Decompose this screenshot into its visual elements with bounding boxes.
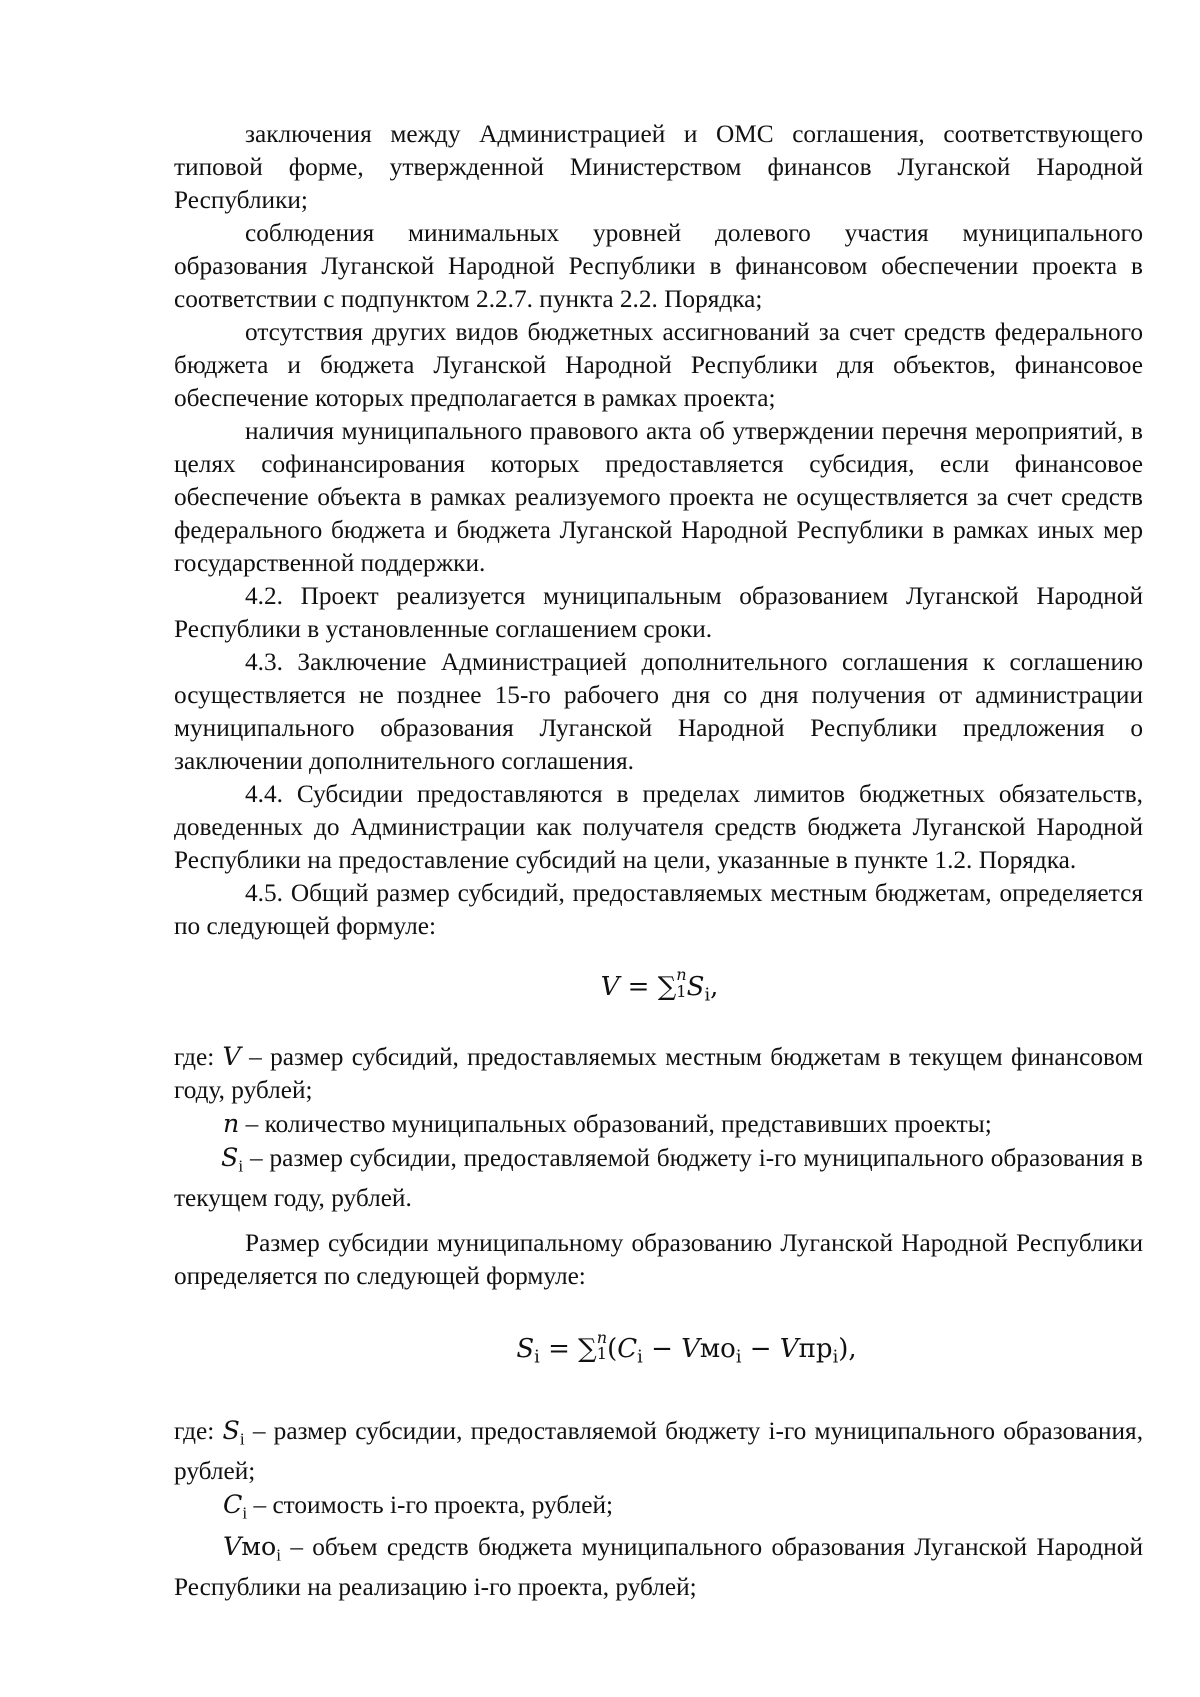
definition-si-2: где: $S_i$ – размер субсидии, предоставляемой бюджету i-го муниципального образования, рублей;: [174, 1415, 1144, 1486]
paragraph-4-5: 4.5. Общий размер субсидий, предоставляемых местным бюджетам, определяется по следующей формуле:: [174, 879, 1143, 940]
paragraph-municipal-act: наличия муниципального правового акта об утверждении перечня мероприятий, в целях софинансирования которых предоставляется субсидия, если финансовое обеспечение объекта в рамках реализуемого проекта не осуществляется за счет средств федерального бюджета и бюджета Луганской Народной Республики в рамках иных мер государственной поддержки.: [174, 417, 1143, 577]
paragraph-cofinancing-levels: соблюдения минимальных уровней долевого участия муниципального образования Луганской Народной Республики в финансовом обеспечении проекта в соответствии с подпунктом 2.2.7. пункта 2.2. Порядка;: [174, 219, 1143, 313]
paragraph-agreement: заключения между Администрацией и ОМС соглашения, соответствующего типовой форме, утвержденной Министерством финансов Луганской Народной Республики;: [174, 120, 1143, 214]
formula-subsidy-per-municipality: $S_i$ = ∑ n 1 $(C_i - Vмо_i - Vпр_i)$,: [516, 1327, 857, 1368]
formula-total-subsidy: V = ∑ n 1 $S_i$,: [600, 965, 719, 1006]
paragraph-4-2: 4.2. Проект реализуется муниципальным образованием Луганской Народной Республики в установленные соглашением сроки.: [174, 582, 1143, 643]
definition-ci: $C_i$ – стоимость i-го проекта, рублей;: [223, 1490, 614, 1523]
definition-vmo: Vмо$_i$ – объем средств бюджета муниципального образования Луганской Народной Республики на реализацию i-го проекта, рублей;: [174, 1531, 1143, 1602]
paragraph-4-3: 4.3. Заключение Администрацией дополнительного соглашения к соглашению осуществляется не позднее 15-го рабочего дня со дня получения от администрации муниципального образования Луганской Народной Республики предложения о заключении дополнительного соглашения.: [174, 648, 1143, 775]
document-body: [174, 118, 1143, 1604]
definition-v: где: V – размер субсидий, предоставляемых местным бюджетам в текущем финансовом году, рублей;: [174, 1041, 1144, 1104]
definition-n: n – количество муниципальных образований, представивших проекты;: [223, 1108, 992, 1138]
paragraph-no-other-allocations: отсутствия других видов бюджетных ассигнований за счет средств федерального бюджета и бюджета Луганской Народной Республики для объектов, финансовое обеспечение которых предполагается в рамках проекта;: [174, 318, 1143, 412]
paragraph-4-4: 4.4. Субсидии предоставляются в пределах лимитов бюджетных обязательств, доведенных до Администрации как получателя средств бюджета Луганской Народной Республики на предоставление субсидий на цели, указанные в пункте 1.2. Порядка.: [174, 780, 1143, 874]
paragraph-subsidy-size: Размер субсидии муниципальному образованию Луганской Народной Республики определяется по следующей формуле:: [174, 1229, 1143, 1291]
definition-si: $S_i$ – размер субсидии, предоставляемой бюджету i-го муниципального образования в текущем году, рублей.: [174, 1142, 1143, 1213]
